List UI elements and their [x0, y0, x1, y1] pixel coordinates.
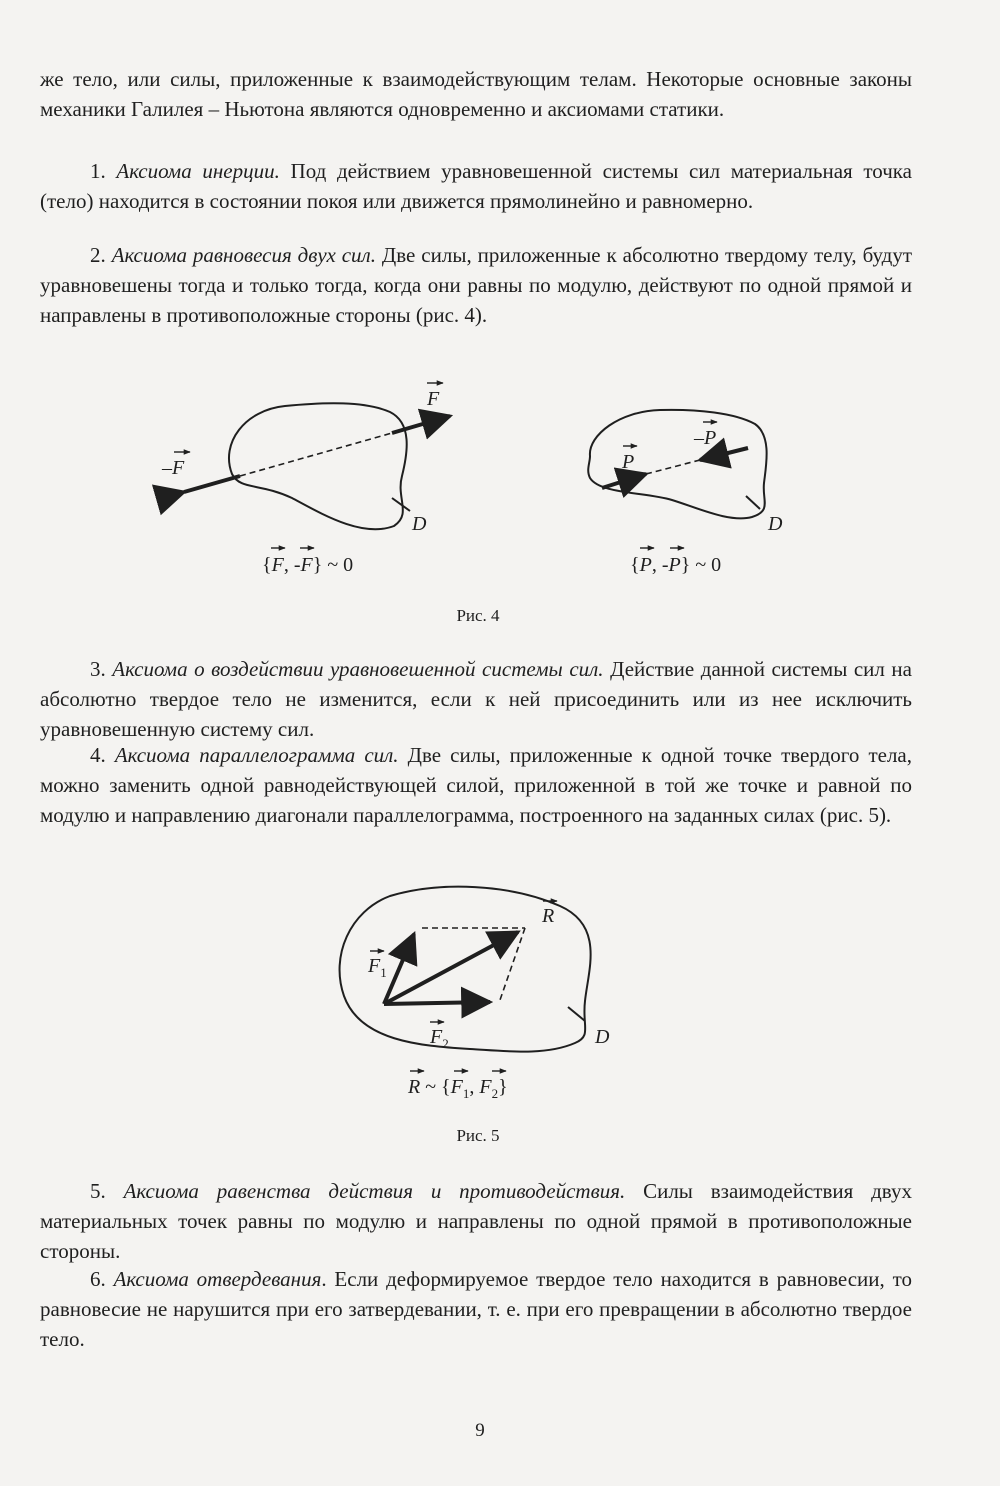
rigid-body-left	[229, 403, 407, 529]
label-neg-f: –F	[162, 457, 185, 479]
label-f2: $F_2$	[430, 1026, 449, 1051]
paragraph-intro: же тело, или силы, приложенные к взаимодействующим телам. Некоторые основные законы механики Галилея – Ньютона являются одновременно и аксиомами статики.	[40, 67, 912, 121]
paragraph-axiom-4: 4. Аксиома параллелограмма сил. Две силы, приложенные к одной точке твердого тела, можно заменить одной равнодействующей силой, приложенной в той же точке и равной по модулю и направлению диагонали параллелограмма, построенного на заданных силах (рис. 5).	[40, 743, 912, 827]
axiom-6-title: Аксиома отвердевания	[113, 1267, 322, 1291]
axiom-2-title: Аксиома равновесия двух сил.	[111, 243, 376, 267]
label-d-right: D	[768, 513, 783, 535]
label-d: D	[595, 1026, 610, 1048]
label-d-left: D	[412, 513, 427, 535]
page-number: 9	[475, 1420, 485, 1441]
paragraph-axiom-3: 3. Аксиома о воздействии уравновешенной системы сил. Действие данной системы сил на абсолютно твердое тело не изменится, если к ней присоединить или из нее исключить уравновешенную систему сил.	[40, 657, 912, 741]
rigid-body-right	[588, 410, 766, 519]
paragraph-axiom-2: 2. Аксиома равновесия двух сил. Две силы, приложенные к абсолютно твердому телу, будут уравновешены тогда и только тогда, когда они равны по модулю, действуют по одной прямой и направлены в противоположные стороны (рис. 4).	[40, 243, 912, 327]
line-of-action-left	[240, 433, 392, 476]
paragraph-axiom-5: 5. Аксиома равенства действия и противодействия. Силы взаимодействия двух материальных точек равны по модулю и направлены по одной прямой в противоположные стороны.	[40, 1179, 912, 1263]
paragraph-axiom-1: 1. Аксиома инерции. Под действием уравновешенной системы сил материальная точка (тело) находится в состоянии покоя или движется прямолинейно и равномерно.	[40, 159, 912, 213]
equation-fig4-right: {P, -P} ~ 0	[630, 554, 722, 576]
label-neg-p: –P	[694, 427, 717, 449]
body-marker	[568, 1007, 585, 1021]
body-marker-right	[746, 496, 760, 509]
figure-4-caption: Рис. 4	[456, 606, 500, 625]
line-of-action-right	[646, 460, 700, 474]
force-f1-arrow	[384, 934, 414, 1004]
force-neg-f-arrow	[184, 476, 240, 492]
figure-4	[150, 368, 830, 590]
figure-5-caption: Рис. 5	[456, 1126, 500, 1145]
force-p-arrow	[602, 474, 646, 488]
axiom-5-title: Аксиома равенства действия и противодействия.	[123, 1179, 626, 1203]
force-f2-arrow	[384, 1002, 490, 1004]
paragraph-axiom-6: 6. Аксиома отвердевания. Если деформируемое твердое тело находится в равновесии, то равновесие не нарушится при его затвердевании, т. е. при его превращении в абсолютно твердое тело.	[40, 1267, 913, 1351]
equation-fig5: R ~ {$F_1$, $F_2$}	[408, 1076, 508, 1101]
force-neg-p-arrow	[700, 448, 748, 460]
label-p: P	[622, 451, 635, 473]
axiom-3-title: Аксиома о воздействии уравновешенной системы сил.	[112, 657, 604, 681]
figure-5	[330, 876, 630, 1108]
label-r: R	[542, 905, 555, 927]
label-f: F	[427, 388, 440, 410]
axiom-4-title: Аксиома параллелограмма сил.	[114, 743, 399, 767]
label-f1: $F_1$	[368, 955, 387, 980]
equation-fig4-left: {F, -F} ~ 0	[262, 554, 354, 576]
force-f-arrow	[392, 416, 450, 433]
resultant-r-arrow	[384, 932, 518, 1004]
axiom-1-title: Аксиома инерции.	[116, 159, 280, 183]
